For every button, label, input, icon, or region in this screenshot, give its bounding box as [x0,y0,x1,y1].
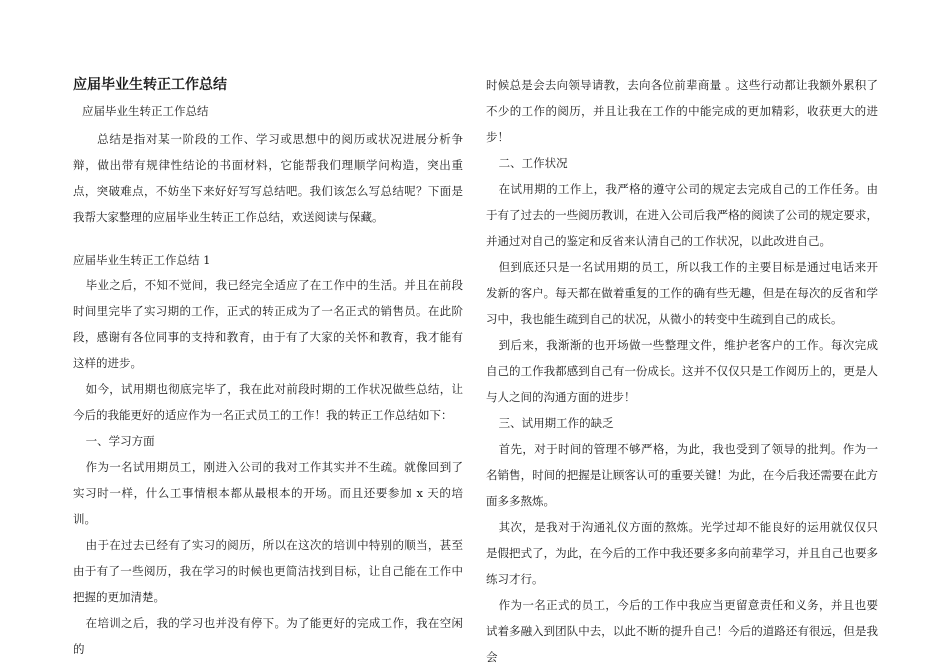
paragraph: 作为一名正式的员工，今后的工作中我应当更留意责任和义务，并且也要试着多融入到团队中去，以此不断的提升自己！今后的道路还有很远，但是我会 [486,598,878,664]
paragraph: 其次，是我对于沟通礼仪方面的熬炼。光学过却不能良好的运用就仅仅只是假把式了，为此，在今后的工作中我还要多多向前辈学习，并且自己也要多练习才行。 [486,520,878,586]
paragraph: 但到底还只是一名试用期的员工，所以我工作的主要目标是通过电话来开发新的客户。每天都在做着重复的工作的确有些无趣，但是在每次的反省和学习中，我也能生疏到自己的状况，从微小的转变中生疏到自己的成长。 [486,260,878,326]
paragraph: 在试用期的工作上，我严格的遵守公司的规定去完成自己的工作任务。由于有了过去的一些阅历教训，在进入公司后我严格的阅读了公司的规定要求，并通过对自己的鉴定和反省来认清自己的工作状况，以此改进自己。 [486,182,878,248]
paragraph: 由于在过去已经有了实习的阅历，所以在这次的培训中特别的顺当，甚至由于有了一些阅历，我在学习的时候也更简洁找到目标，让自己能在工作中把握的更加清楚。 [73,538,463,604]
left-column [73,272,463,662]
section-title: 应届毕业生转正工作总结 1 [73,253,211,267]
paragraph: 如今，试用期也彻底完毕了，我在此对前段时期的工作状况做些总结，让今后的我能更好的适应作为一名正式员工的工作！我的转正工作总结如下： [73,382,463,422]
right-column [486,72,878,670]
heading-shortcomings: 三、试用期工作的缺乏 [498,416,614,430]
paragraph: 首先，对于时间的管理不够严格，为此，我也受到了领导的批判。作为一名销售，时间的把握是让顾客认可的重要关键！为此，在今后我还需要在此方面多多熬炼。 [486,442,878,508]
paragraph: 到后来，我渐渐的也开场做一些整理文件，维护老客户的工作。每次完成自己的工作我都感到自己有一份成长。这并不仅仅只是工作阅历上的，更是人与人之间的沟通方面的进步！ [486,338,878,404]
paragraph-continued: 时候总是会去向领导请教，去向各位前辈商量 。这些行动都让我额外累积了不少的工作的阅历，并且让我在工作的中能完成的更加精彩，收获更大的进步！ [486,78,878,144]
paragraph: 毕业之后，不知不觉间，我已经完全适应了在工作中的生活。并且在前段时间里完毕了实习期的工作，正式的转正成为了一名正式的销售员。在此阶段，感谢有各位同事的支持和教育，由于有了大家的关怀和教育，我才能有这样的进步。 [73,278,463,370]
document-subtitle: 应届毕业生转正工作总结 [82,104,209,118]
heading-study: 一、学习方面 [85,434,155,448]
paragraph: 在培训之后，我的学习也并没有停下。为了能更好的完成工作，我在空闲的 [73,616,463,656]
intro-paragraph: 总结是指对某一阶段的工作、学习或思想中的阅历或状况进展分析争辩，做出带有规律性结论的书面材料，它能帮我们理顺学问构造，突出重点，突破难点，不妨坐下来好好写写总结吧。我们该怎么写总结呢？下面是我帮大家整理的应届毕业生转正工作总结，欢送阅读与保藏。 [73,132,463,224]
paragraph: 作为一名试用期员工，刚进入公司的我对工作其实并不生疏。就像回到了实习时一样，什么工事情根本都从最根本的开场。而且还要参加 x 天的培训。 [73,460,463,526]
heading-work-status: 二、工作状况 [498,156,568,170]
document-title: 应届毕业生转正工作总结 [73,77,227,93]
